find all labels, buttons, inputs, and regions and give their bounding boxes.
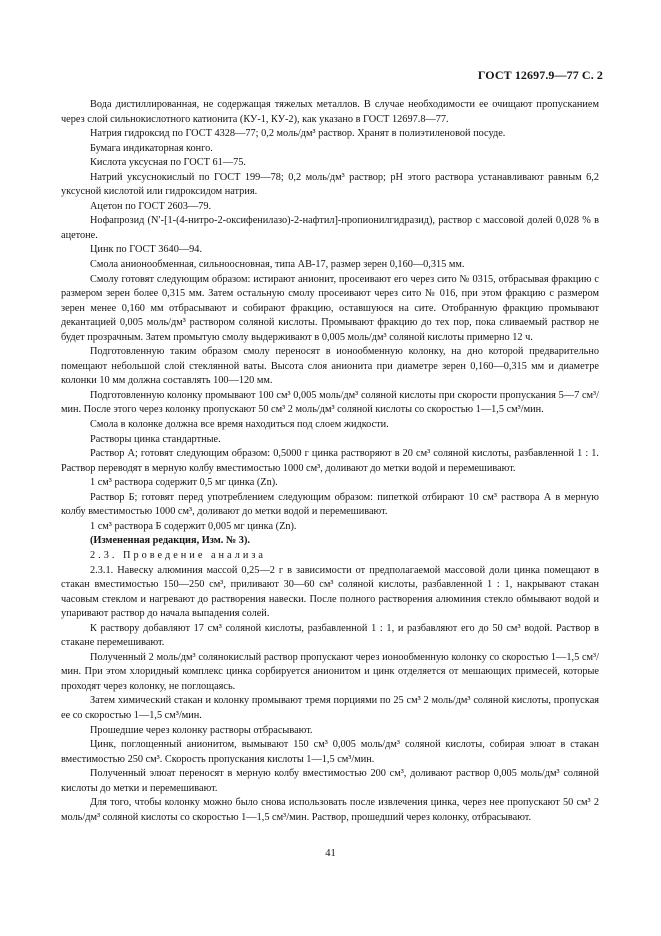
paragraph: Растворы цинка стандартные. bbox=[90, 433, 221, 445]
paragraph: Цинк, поглощенный анионитом, вымывают 150 см³ 0,005 моль/дм³ соляной кислоты, собирая элюат в стакан вместимостью 250 см³. Скорость пропускания кислоты 1—1,5 см³/мин. bbox=[61, 739, 599, 765]
paragraph: Натрий уксуснокислый по ГОСТ 199—78; 0,2 моль/дм³ раствор; pH этого раствора устанавливают равным 6,2 уксусной кислотой или гидроксидом натрия. bbox=[61, 171, 599, 198]
paragraph: Полученный 2 моль/дм³ солянокислый раствор пропускают через ионообменную колонку со скоростью 1—1,5 см³/мин. При этом хлоридный комплекс цинка сорбируется анионитом и цинк отделяется от мешающих примесей, которые проходят через колонку, не поглощаясь. bbox=[61, 651, 599, 692]
paragraph: Бумага индикаторная конго. bbox=[90, 142, 213, 154]
paragraph: Смола анионообменная, сильноосновная, типа АВ-17, размер зерен 0,160—0,315 мм. bbox=[90, 259, 465, 271]
paragraph: Подготовленную колонку промывают 100 см³ 0,005 моль/дм³ соляной кислоты при скорости пропускания 5—7 см³/мин. После этого через колонку пропускают 50 см³ 2 моль/дм³ соляной кислоты со скоростью 1—1,5 см³/мин. bbox=[61, 389, 599, 416]
paragraph: Раствор Б; готовят перед употреблением следующим образом: пипеткой отбирают 10 см³ раствора А в мерную колбу вместимостью 1000 см³, доливают до метки водой и перемешивают. bbox=[61, 491, 599, 518]
revision-note: (Измененная редакция, Изм. № 3). bbox=[90, 535, 250, 547]
paragraph: Раствор А; готовят следующим образом: 0,5000 г цинка растворяют в 20 см³ соляной кислоты, разбавленной 1 : 1. Раствор переводят в мерную колбу вместимостью 1000 см³, доливают до метки водой и перемешивают. bbox=[61, 448, 599, 474]
paragraph: Подготовленную таким образом смолу переносят в ионообменную колонку, на дно которой предварительно помещают небольшой слой стеклянной ваты. Высота слоя анионита при диаметре зерен 0,160—0,315 мм и диаметре колонки 10 мм должна составлять 100—120 мм. bbox=[61, 346, 599, 387]
paragraph: К раствору добавляют 17 см³ соляной кислоты, разбавленной 1 : 1, и разбавляют его до 50 см³ водой. Раствор в стакане перемешивают. bbox=[61, 622, 599, 649]
paragraph: Затем химический стакан и колонку промывают тремя порциями по 25 см³ 2 моль/дм³ соляной кислоты, пропуская ее со скоростью 1—1,5 см³/мин. bbox=[61, 695, 599, 721]
paragraph: Смола в колонке должна все время находиться под слоем жидкости. bbox=[90, 419, 389, 431]
page-header: ГОСТ 12697.9—77 С. 2 bbox=[477, 68, 603, 82]
paragraph: Ацетон по ГОСТ 2603—79. bbox=[90, 200, 212, 212]
paragraph: Для того, чтобы колонку можно было снова использовать после извлечения цинка, через нее пропускают 50 см³ 2 моль/дм³ соляной кислоты со скоростью 1—1,5 см³/мин. Раствор, прошедший через колонку, отбрасывают. bbox=[61, 797, 599, 823]
paragraph: Прошедшие через колонку растворы отбрасывают. bbox=[90, 724, 313, 736]
paragraph: 2.3.1. Навеску алюминия массой 0,25—2 г в зависимости от предполагаемой массовой доли цинка помещают в стакан вместимостью 150—250 см³, приливают 30—60 см³ соляной кислоты, разбавленной 1 : 1, накрывают стакан часовым стеклом и нагревают до растворения навески. После полного растворения алюминия стекло обмывают водой и упаривают раствор до начала выпадения солей. bbox=[61, 564, 599, 620]
paragraph: 1 см³ раствора содержит 0,5 мг цинка (Zn). bbox=[90, 477, 278, 489]
section-heading: 2.3. Проведение анализа bbox=[90, 549, 266, 561]
paragraph: Кислота уксусная по ГОСТ 61—75. bbox=[90, 157, 246, 169]
paragraph: Смолу готовят следующим образом: истирают анионит, просеивают его через сито № 0315, отбрасывая фракцию с размером зерен более 0,315 мм. Затем остальную смолу просеивают через сито № 016, при этом фракцию с размером зерен менее 0,160 мм отбрасывают и собирают фракцию, оставшуюся на сите. Отобранную фракцию промывают декантацией 0,005 моль/дм³ раствором соляной кислоты. Промывают фракцию до тех пор, пока сливаемый раствор не будет прозрачным. Затем промытую смолу выдерживают в 0,005 моль/дм³ соляной кислоты примерно 12 ч. bbox=[61, 273, 599, 343]
paragraph: Цинк по ГОСТ 3640—94. bbox=[90, 244, 203, 256]
paragraph: Вода дистиллированная, не содержащая тяжелых металлов. В случае необходимости ее очищают пропусканием через слой сильнокислотного катионита (КУ-1, КУ-2), как указано в ГОСТ 12697.8—77. bbox=[61, 99, 599, 125]
paragraph: Натрия гидроксид по ГОСТ 4328—77; 0,2 моль/дм³ раствор. Хранят в полиэтиленовой посуде. bbox=[90, 128, 506, 140]
page-number: 41 bbox=[325, 848, 336, 859]
document-body bbox=[61, 98, 599, 825]
paragraph: Нофапрозид (N′-[1-(4-нитро-2-оксифенилазо)-2-нафтил]-пропионилгидразид), раствор с массовой долей 0,028 % в ацетоне. bbox=[61, 215, 599, 241]
paragraph: 1 см³ раствора Б содержит 0,005 мг цинка (Zn). bbox=[90, 520, 297, 532]
paragraph: Полученный элюат переносят в мерную колбу вместимостью 200 см³, доливают раствор 0,005 моль/дм³ соляной кислоты до метки и перемешивают. bbox=[61, 768, 599, 794]
